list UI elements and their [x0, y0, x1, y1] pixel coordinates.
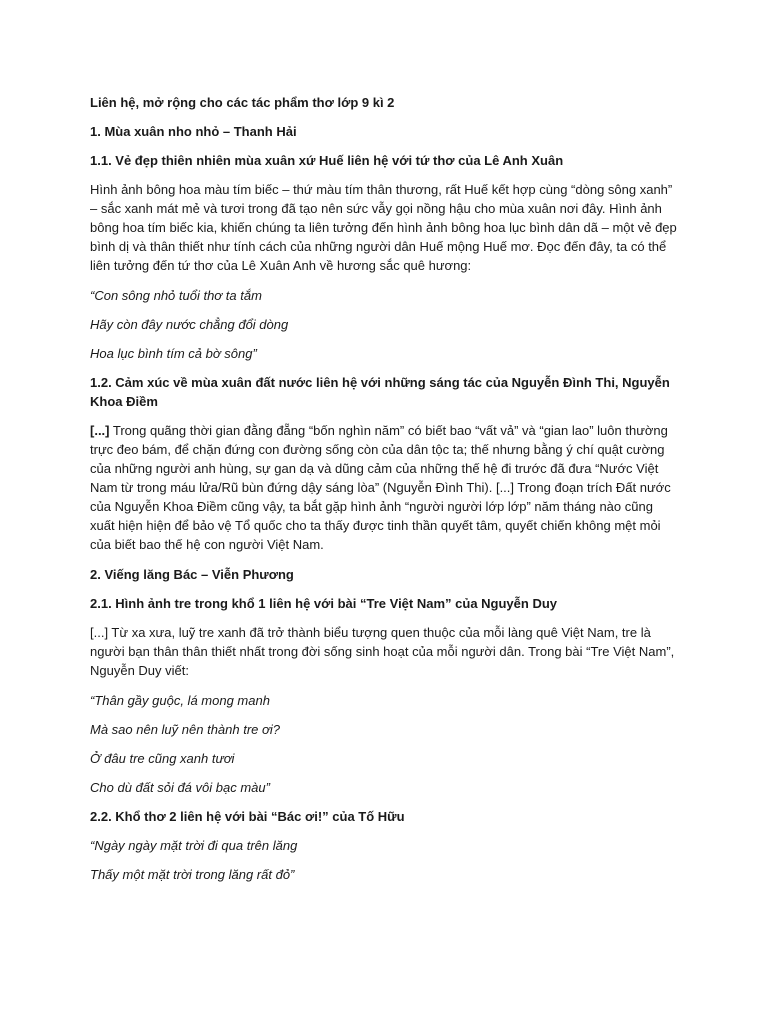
section-1-2-paragraph	[90, 421, 680, 554]
ellipsis-marker: [...]	[90, 423, 110, 438]
verse-line: Hoa lục bình tím cả bờ sông”	[90, 346, 257, 361]
verse-line: “Ngày ngày mặt trời đi qua trên lăng	[90, 838, 298, 853]
section-1-1-heading: 1.1. Vẻ đẹp thiên nhiên mùa xuân xứ Huế liên hệ với tứ thơ của Lê Anh Xuân	[90, 153, 564, 168]
document-content	[90, 93, 680, 894]
verse-line: “Con sông nhỏ tuổi thơ ta tắm	[90, 288, 262, 303]
verse-line: Ở đâu tre cũng xanh tươi	[90, 751, 235, 766]
verse-line: Thấy một mặt trời trong lăng rất đỏ”	[90, 867, 295, 882]
section-2-1-heading: 2.1. Hình ảnh tre trong khổ 1 liên hệ với bài “Tre Việt Nam” của Nguyễn Duy	[90, 596, 557, 611]
verse-line: Mà sao nên luỹ nên thành tre ơi?	[90, 722, 280, 737]
section-1-2-text: Trong quãng thời gian đằng đẵng “bốn nghìn năm” có biết bao “vất vả” và “gian lao” luôn thường trực đeo bám, để chặn đứng con đường sống còn của dân tộc ta; thế nhưng bằng ý chí quật cường của những người anh hùng, sự gan dạ và dũng cảm của những thế hệ đi trước đã đưa “Nước Việt Nam từ trong máu lửa/Rũ bùn đứng dậy sáng lòa” (Nguyễn Đình Thi). [...] Trong đoạn trích Đất nước của Nguyễn Khoa Điềm cũng vậy, ta bắt gặp hình ảnh “người người lớp lớp” năm tháng nào cũng xuất hiện hiện để bảo vệ Tổ quốc cho ta thấy được tinh thần quyết tâm, quyết chiến không mệt mỏi của biết bao thế hệ con người Việt Nam.	[90, 423, 671, 552]
section-2-1-paragraph: [...] Từ xa xưa, luỹ tre xanh đã trở thành biểu tượng quen thuộc của mỗi làng quê Việt Nam, tre là người bạn thân thân thiết nhất trong đời sống sinh hoạt của mỗi người dân. Trong bài “Tre Việt Nam”, Nguyễn Duy viết:	[90, 625, 675, 678]
verse-line: Hãy còn đây nước chẳng đổi dòng	[90, 317, 289, 332]
section-1-heading: 1. Mùa xuân nho nhỏ – Thanh Hải	[90, 124, 297, 139]
section-2-2-heading: 2.2. Khổ thơ 2 liên hệ với bài “Bác ơi!” của Tố Hữu	[90, 809, 405, 824]
verse-line: “Thân gầy guộc, lá mong manh	[90, 693, 270, 708]
section-2-heading: 2. Viếng lăng Bác – Viễn Phương	[90, 567, 294, 582]
section-1-2-heading: 1.2. Cảm xúc về mùa xuân đất nước liên hệ với những sáng tác của Nguyễn Đình Thi, Nguyễn Khoa Điềm	[90, 375, 670, 409]
document-title: Liên hệ, mở rộng cho các tác phẩm thơ lớp 9 kì 2	[90, 95, 395, 110]
section-1-1-paragraph: Hình ảnh bông hoa màu tím biếc – thứ màu tím thân thương, rất Huế kết hợp cùng “dòng sông xanh” – sắc xanh mát mẻ và tươi trong đã tạo nên sức vẫy gọi nồng hậu cho mùa xuân nơi đây. Hình ảnh bông hoa tím biếc kia, khiến chúng ta liên tưởng đến hình ảnh bông hoa lục bình dân dã – một vẻ đẹp bình dị và thân thiết như tính cách của những người dân Huế mộng Huế mơ. Đọc đến đây, ta có thể liên tưởng đến tứ thơ của Lê Xuân Anh về hương sắc quê hương:	[90, 182, 677, 273]
verse-line: Cho dù đất sỏi đá vôi bạc màu”	[90, 780, 270, 795]
